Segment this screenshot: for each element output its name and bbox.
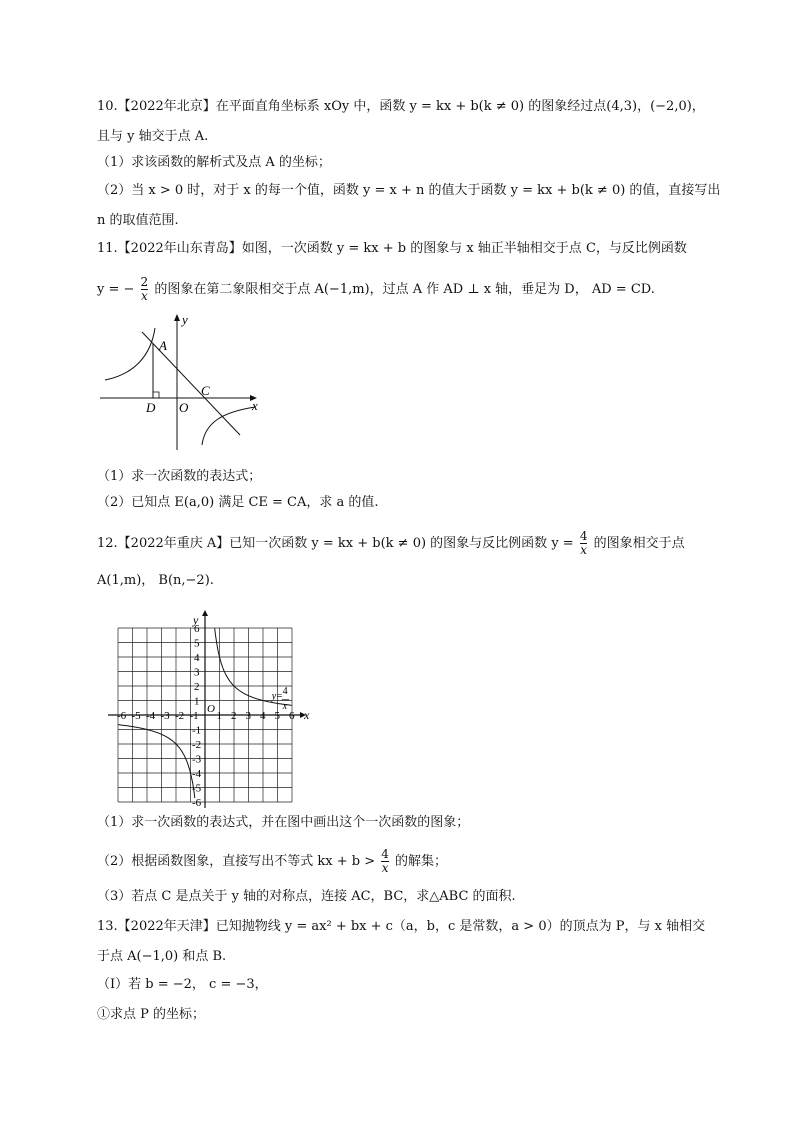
- q12-x-tick-label: 5: [274, 710, 280, 722]
- q12-y-tick-label: -1: [192, 724, 202, 737]
- q12-label-origin: O: [207, 703, 215, 715]
- q12-part2-den: x: [381, 861, 389, 875]
- q12-y-tick-label: 4: [194, 652, 200, 664]
- q12-y-tick-label: 1: [194, 695, 200, 708]
- q10-part1: （1）求该函数的解析式及点 A 的坐标；: [97, 155, 331, 170]
- q10-line1: 10.【2022年北京】在平面直角坐标系 xOy 中，函数 y = kx + b(k ≠ 0) 的图象经过点(4,3)，(−2,0)，: [97, 99, 705, 114]
- q11-hyperbola-right: [202, 407, 255, 445]
- q12-part1: （1）求一次函数的表达式，并在图中画出这个一次函数的图象；: [97, 815, 470, 830]
- q10-part2a: （2）当 x > 0 时，对于 x 的每一个值，函数 y = x + n 的值大于函数 y = kx + b(k ≠ 0) 的值，直接写出: [97, 183, 721, 198]
- q11-line2: [97, 276, 655, 303]
- q10-part2b: n 的取值范围.: [97, 213, 179, 228]
- q10-line2: 且与 y 轴交于点 A.: [97, 129, 209, 144]
- q12-x-tick-label: -1: [189, 710, 199, 722]
- q12-x-tick-label: -2: [175, 710, 185, 722]
- q12-y-arrow-icon: [202, 610, 208, 616]
- q11-part1: （1）求一次函数的表达式；: [97, 469, 262, 484]
- q12-grid-figure: [100, 600, 310, 809]
- q12-curve-label-num: 4: [282, 685, 288, 697]
- q11-y-arrow-icon: [174, 314, 180, 321]
- q12-line1-post: 的图象相交于点: [593, 536, 685, 551]
- q12-line1: [97, 530, 685, 557]
- q11-label-c: C: [201, 383, 210, 398]
- q12-part2-num: 4: [381, 847, 389, 861]
- q12-part2: [97, 848, 447, 875]
- q12-part3: （3）若点 C 是点关于 y 轴的对称点，连接 AC，BC，求△ABC 的面积.: [97, 889, 516, 904]
- q11-right-angle-mark: [153, 392, 159, 398]
- q12-y-tick-label: -2: [192, 739, 202, 751]
- q12-x-tick-label: 1: [216, 710, 222, 722]
- q11-line2-pre: y = −: [97, 282, 135, 297]
- q12-y-tick-label: 2: [194, 681, 200, 693]
- q12-frac-num: 4: [579, 529, 588, 543]
- q12-y-tick-label: 5: [194, 637, 200, 650]
- q12-x-tick-label: -5: [131, 710, 141, 722]
- q11-label-d: D: [146, 400, 156, 415]
- q11-figure: [95, 310, 270, 452]
- q12-x-tick-label: 3: [245, 710, 251, 722]
- q12-x-tick-label: -3: [160, 710, 170, 722]
- q11-line2-post: 的图象在第二象限相交于点 A(−1,m)，过点 A 作 AD ⊥ x 轴，垂足为 D， AD = CD.: [154, 282, 655, 297]
- q11-label-x: x: [252, 398, 258, 413]
- q12-tick-labels: [117, 623, 295, 809]
- q11-line1: 11.【2022年山东青岛】如图，一次函数 y = kx + b 的图象与 x 轴正半轴相交于点 C，与反比例函数: [97, 241, 687, 256]
- q12-x-tick-label: 4: [260, 710, 266, 722]
- q11-label-a: A: [159, 338, 167, 353]
- q12-hyperbola-q3: [118, 725, 195, 798]
- q13-part1a: ①求点 P 的坐标；: [97, 1007, 206, 1022]
- q12-x-tick-label: 2: [231, 710, 237, 722]
- q12-x-tick-label: -4: [146, 710, 156, 722]
- q12-y-tick-label: -4: [192, 768, 202, 780]
- q11-frac-den: x: [140, 289, 148, 303]
- q12-line2: A(1,m)， B(n,−2).: [97, 573, 214, 588]
- q12-y-tick-label: 3: [194, 666, 200, 679]
- q12-x-tick-label: 6: [289, 710, 295, 722]
- q11-part2: （2）已知点 E(a,0) 满足 CE = CA，求 a 的值.: [97, 495, 379, 510]
- q12-label-y: y: [193, 613, 199, 627]
- q12-y-tick-label: -6: [192, 797, 202, 809]
- q12-label-x: x: [304, 708, 310, 722]
- q11-hyperbola-left: [105, 328, 155, 380]
- q12-y-tick-label: -5: [192, 782, 202, 795]
- q11-label-o: O: [179, 400, 189, 415]
- q12-y-tick-label: -3: [192, 753, 202, 766]
- q13-line1: 13.【2022年天津】已知抛物线 y = ax² + bx + c（a，b，c 是常数，a > 0）的顶点为 P，与 x 轴相交: [97, 919, 706, 934]
- q12-part2-pre: （2）根据函数图象，直接写出不等式 kx + b >: [97, 854, 376, 869]
- q12-frac-den: x: [580, 543, 588, 557]
- q11-linear-function: [142, 332, 240, 435]
- q12-part2-post: 的解集；: [395, 854, 448, 869]
- q13-part1: （Ⅰ）若 b = −2， c = −3，: [97, 977, 268, 992]
- q12-curve-label: y=: [271, 691, 283, 703]
- q11-frac-num: 2: [140, 275, 149, 289]
- q11-label-y: y: [182, 312, 188, 327]
- q12-x-tick-label: -6: [117, 710, 127, 722]
- q12-y-tick-label: 6: [194, 623, 200, 635]
- q12-line1-pre: 12.【2022年重庆 A】已知一次函数 y = kx + b(k ≠ 0) 的图象与反比例函数 y =: [97, 536, 574, 551]
- q12-curve-label-den: x: [282, 701, 288, 713]
- q13-line2: 于点 A(−1,0) 和点 B.: [97, 949, 227, 964]
